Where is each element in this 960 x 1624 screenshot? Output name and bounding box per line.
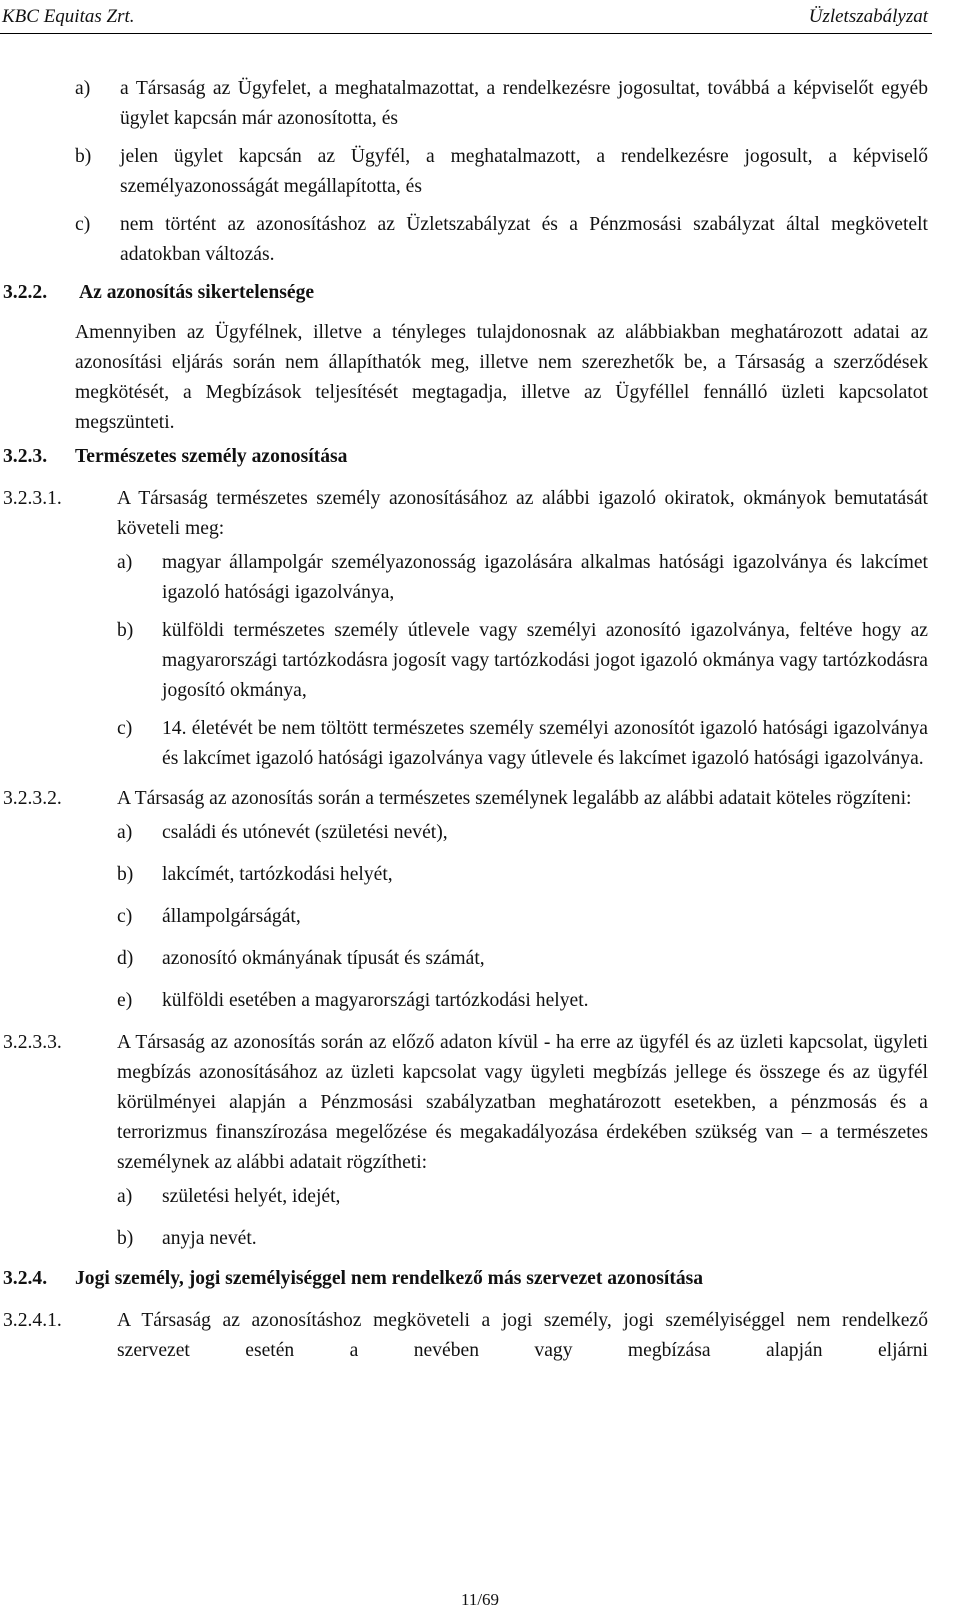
page-number: 11/69 [460, 1590, 500, 1609]
item-text: a Társaság az Ügyfelet, a meghatalmazottat, a rendelkezésre jogosultat, továbbá a képviselőt egyéb ügylet kapcsán már azonosította, és [120, 78, 928, 129]
section-title: Jogi személy, jogi személyiséggel nem rendelkező más szervezet azonosítása [75, 1268, 704, 1289]
item-text: külföldi esetében a magyarországi tartózkodási helyet. [162, 990, 589, 1011]
numbered-paragraph [3, 1306, 928, 1366]
list-item [117, 714, 928, 774]
section-heading [3, 442, 928, 472]
item-text: magyar állampolgár személyazonosság igazolására alkalmas hatósági igazolványa és lakcímet igazoló hatósági igazolványa, [162, 552, 928, 603]
item-text: jelen ügylet kapcsán az Ügyfél, a meghatalmazott, a rendelkezésre jogosult, a képviselő személyazonosságát megállapította, és [120, 146, 928, 197]
list-item [117, 986, 928, 1016]
section-heading [3, 1264, 928, 1294]
item-text: lakcímét, tartózkodási helyét, [162, 864, 393, 885]
list-item [117, 860, 928, 890]
item-label: d) [117, 948, 134, 969]
item-label: b) [117, 620, 134, 641]
paragraph-text: A Társaság az azonosításhoz megköveteli a jogi személy, jogi személyiséggel nem rendelkező szervezet esetén a nevében vagy megbízása alapján eljárni [117, 1310, 928, 1361]
section-title: Az azonosítás sikertelensége [79, 282, 315, 303]
item-text: külföldi természetes személy útlevele vagy személyi azonosító igazolványa, feltéve hogy az magyarországi tartózkodásra jogosít vagy tartózkodási jogot igazoló okmánya vagy tartózkodásra jogosító okmánya, [162, 620, 928, 701]
item-label: c) [117, 906, 133, 927]
item-label: c) [117, 718, 133, 739]
document-body [3, 74, 928, 1366]
paragraph-text: A Társaság természetes személy azonosításához az alábbi igazoló okiratok, okmányok bemutatását követeli meg: [117, 488, 928, 539]
item-text: állampolgárságát, [162, 906, 301, 927]
item-label: b) [75, 146, 92, 167]
list-item [75, 210, 928, 270]
list-item [117, 616, 928, 706]
paragraph-text: A Társaság az azonosítás során a természetes személynek legalább az alábbi adatait köteles rögzíteni: [117, 788, 912, 809]
item-label: e) [117, 990, 133, 1011]
header-doc-title: Üzletszabályzat [808, 6, 928, 27]
paragraph-number: 3.2.4.1. [3, 1310, 62, 1331]
list-item [117, 818, 928, 848]
item-label: a) [117, 822, 133, 843]
list-item [75, 74, 928, 134]
item-text: anyja nevét. [162, 1228, 257, 1249]
section-number: 3.2.3. [3, 446, 48, 467]
section-title: Természetes személy azonosítása [75, 446, 348, 467]
item-label: b) [117, 1228, 134, 1249]
item-text: nem történt az azonosításhoz az Üzletszabályzat és a Pénzmosási szabályzat által megkövetelt adatokban változás. [120, 214, 928, 265]
paragraph-text: A Társaság az azonosítás során az előző adaton kívül - ha erre az ügyfél és az üzleti kapcsolat, ügyleti megbízás azonosításához az üzleti kapcsolat vagy ügyleti megbízás jellege és összege és az ügyfél körülményei alapján a Pénzmosási szabályzatban meghatározott esetekben, a pénzmosás és a terrorizmus finanszírozása megelőzése és megakadályozása érdekében szükség van – a természetes személynek az alábbi adatait rögzítheti: [117, 1032, 928, 1173]
list-item [117, 944, 928, 974]
item-text: azonosító okmányának típusát és számát, [162, 948, 485, 969]
numbered-paragraph [3, 484, 928, 774]
list-item [75, 142, 928, 202]
paragraph: Amennyiben az Ügyfélnek, illetve a tényleges tulajdonosnak az alábbiakban meghatározott adatai az azonosítási eljárás során nem állapíthatók meg, illetve nem szerezhetők be, a Társaság a szerződések megkötését, a Megbízások teljesítését megtagadja, illetve az Ügyféllel fennálló üzleti kapcsolatot megszünteti. [75, 322, 928, 433]
item-label: c) [75, 214, 91, 235]
header-company: KBC Equitas Zrt. [2, 6, 135, 27]
item-label: a) [75, 78, 91, 99]
paragraph-number: 3.2.3.2. [3, 788, 62, 809]
paragraph-number: 3.2.3.1. [3, 488, 62, 509]
item-label: a) [117, 1186, 133, 1207]
section-number: 3.2.2. [3, 282, 48, 303]
item-text: 14. életévét be nem töltött természetes személy személyi azonosítót igazoló hatósági igazolványa és lakcímet igazoló hatósági igazolványa vagy útlevele és lakcímet igazoló hatósági igazolványa. [162, 718, 928, 769]
list-item [117, 902, 928, 932]
numbered-paragraph [3, 784, 928, 1016]
item-label: a) [117, 552, 133, 573]
section-heading [3, 278, 928, 308]
item-text: családi és utónevét (születési nevét), [162, 822, 448, 843]
numbered-paragraph [3, 1028, 928, 1254]
page-header [2, 2, 928, 32]
list-item [117, 1182, 928, 1212]
section-number: 3.2.4. [3, 1268, 48, 1289]
paragraph-number: 3.2.3.3. [3, 1032, 62, 1053]
item-label: b) [117, 864, 134, 885]
list-item [117, 548, 928, 608]
list-item [117, 1224, 928, 1254]
header-rule [0, 33, 932, 34]
item-text: születési helyét, idejét, [162, 1186, 341, 1207]
